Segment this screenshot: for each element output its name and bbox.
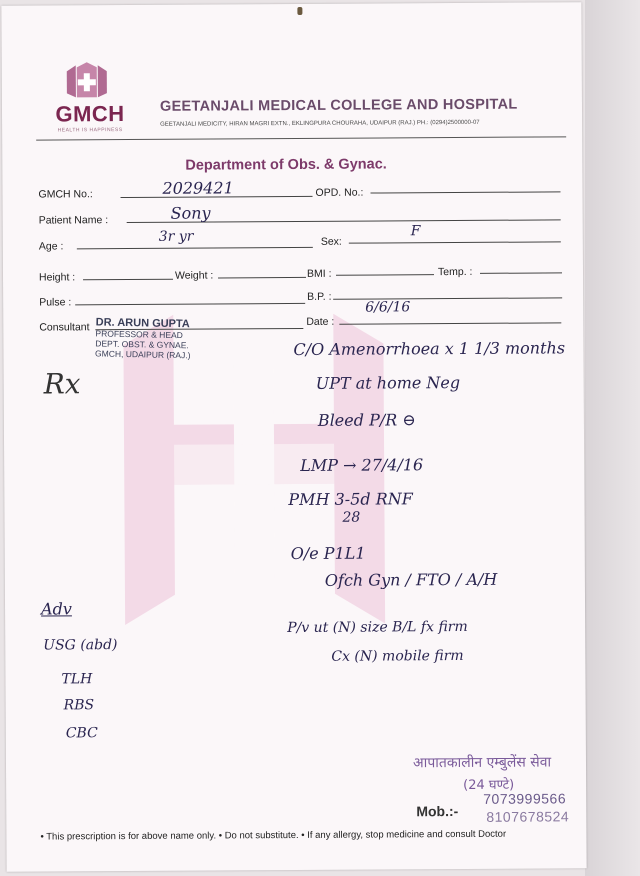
note-exam: Ofch Gyn / FTO / A/H — [324, 569, 498, 590]
bp-label: B.P. : — [307, 290, 332, 303]
footer-note: • This prescription is for above name only. • Do not substitute. • If any allergy, stop medicine and consult Doctor — [40, 828, 507, 843]
mobile-number-2: 8107678524 — [486, 808, 570, 825]
date-label: Date : — [306, 315, 335, 328]
gmch-no-value: 2029421 — [162, 178, 234, 198]
note-pmh: PMH 3-5d RNF — [288, 489, 413, 510]
weight-line — [218, 277, 306, 279]
bmi-line — [336, 274, 434, 276]
note-upt: UPT at home Neg — [315, 372, 461, 393]
stamp-line-3: GMCH, UDAIPUR (RAJ.) — [94, 348, 191, 361]
age-line — [77, 247, 313, 249]
date-value: 6/6/16 — [365, 299, 411, 316]
doctor-stamp — [95, 316, 232, 361]
age-value: 3r yr — [158, 228, 194, 245]
opd-no-label: OPD. No.: — [315, 186, 364, 199]
height-label: Height : — [38, 271, 76, 284]
logo-text: GMCH — [55, 101, 125, 127]
advice-title: Adv — [40, 599, 72, 619]
stamp-line-2: DEPT. OBST. & GYNAE. — [95, 338, 189, 351]
header-divider — [36, 136, 566, 140]
note-bleed: Bleed P/R ⊖ — [317, 410, 416, 430]
note-pv: P/v ut (N) size B/L fx firm — [287, 618, 468, 637]
gmch-no-label: GMCH No.: — [38, 188, 93, 201]
hospital-name: GEETANJALI MEDICAL COLLEGE AND HOSPITAL — [159, 96, 518, 115]
ambulance-hours-text: (24 घण्टे) — [463, 777, 515, 793]
advice-item: USG (abd) — [43, 637, 118, 654]
note-complaint: C/O Amenorrhoea x 1 1/3 months — [293, 338, 566, 360]
gmch-logo-icon — [64, 61, 110, 99]
temp-line — [480, 272, 562, 274]
pulse-label: Pulse : — [39, 296, 72, 309]
department-title: Department of Obs. & Gynac. — [185, 156, 387, 174]
date-line — [339, 322, 561, 324]
ambulance-service-text: आपातकालीन एम्बुलेंस सेवा — [412, 754, 552, 772]
bmi-label: BMI : — [306, 267, 332, 280]
height-line — [83, 279, 173, 281]
note-pmh-cycle: 28 — [342, 509, 361, 526]
pin-mark — [297, 7, 302, 15]
stamp-line-1: PROFESSOR & HEAD — [95, 328, 183, 341]
background-edge — [585, 0, 640, 876]
weight-label: Weight : — [174, 269, 214, 282]
advice-item: TLH — [61, 671, 93, 688]
note-oe: O/e P1L1 — [290, 543, 366, 564]
note-cx: Cx (N) mobile firm — [331, 647, 464, 665]
logo-tagline: HEALTH IS HAPPINESS — [57, 127, 123, 134]
rx-symbol: Rx — [43, 367, 81, 401]
sex-line — [349, 241, 561, 243]
patient-name-value: Sony — [170, 203, 211, 223]
sex-value: F — [410, 223, 421, 240]
opd-no-line — [371, 191, 561, 193]
prescription-paper — [1, 2, 586, 872]
age-label: Age : — [38, 240, 64, 253]
note-lmp: LMP → 27/4/16 — [300, 455, 424, 475]
advice-item: CBC — [65, 725, 98, 742]
mobile-number-1: 7073999566 — [483, 790, 567, 807]
advice-item: RBS — [63, 697, 95, 714]
consultant-label: Consultant — [39, 321, 90, 334]
patient-name-label: Patient Name : — [38, 214, 109, 227]
mobile-label: Mob.:- — [416, 803, 459, 820]
temp-label: Temp. : — [437, 265, 473, 279]
stamp-doctor-name: DR. ARUN GUPTA — [95, 316, 190, 331]
hospital-address: GEETANJALI MEDICITY, HIRAN MAGRI EXTN., EKLINGPURA CHOURAHA, UDAIPUR (RAJ.) PH.: (0294)2500000-07 — [160, 119, 480, 128]
sex-label: Sex: — [320, 235, 342, 248]
